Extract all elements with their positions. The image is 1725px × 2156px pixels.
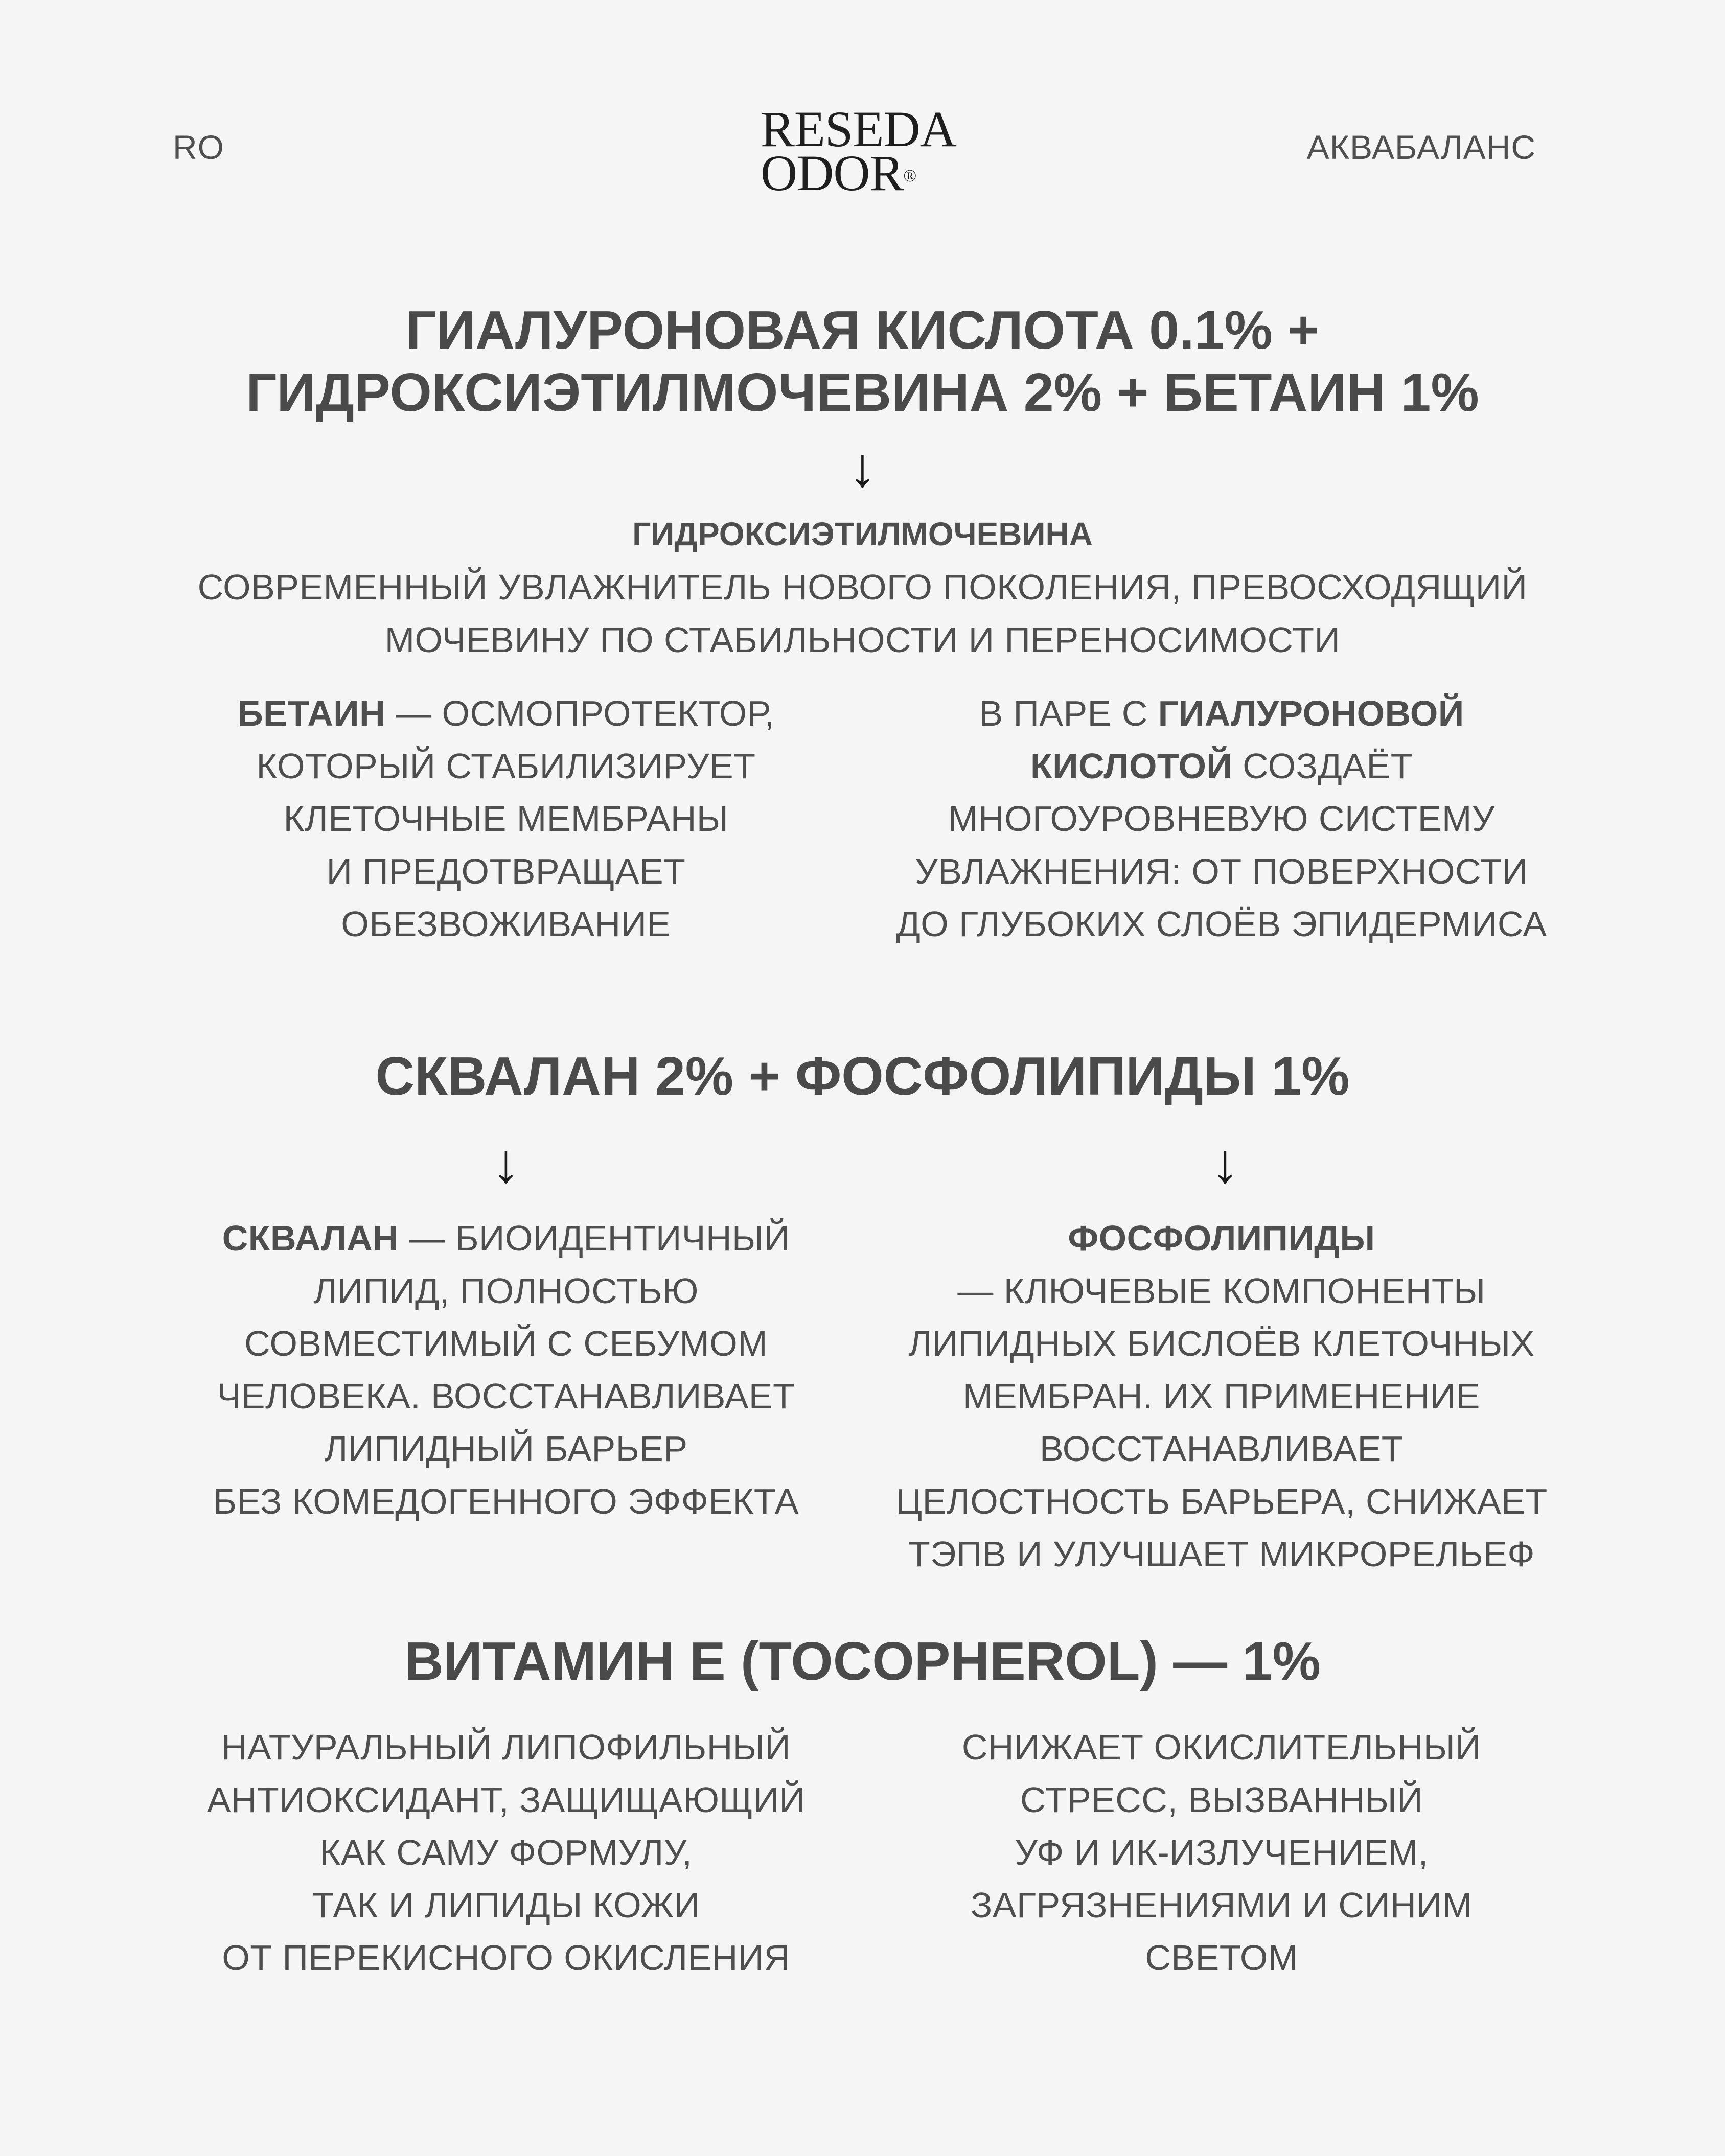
section1-subtitle: ГИДРОКСИЭТИЛМОЧЕВИНА — [632, 516, 1093, 552]
squalane-text: СКВАЛАН — БИОИДЕНТИЧНЫЙ ЛИПИД, ПОЛНОСТЬЮ СОВМЕСТИМЫЙ С СЕБУМОМ ЧЕЛОВЕКА. ВОССТАНАВЛИВАЕТ ЛИПИДНЫЙ БАРЬЕР БЕЗ КОМЕДОГЕННОГО ЭФФЕКТА — [213, 1218, 799, 1521]
hyaluronic-text: В ПАРЕ С ГИАЛУРОНОВОЙ КИСЛОТОЙ СОЗДАЁТ МНОГОУРОВНЕВУЮ СИСТЕМУ УВЛАЖНЕНИЯ: ОТ ПОВЕРХНОСТИ ДО ГЛУБОКИХ СЛОЁВ ЭПИДЕРМИСА — [896, 693, 1547, 944]
arrow-down-icon: ↓ — [848, 436, 877, 499]
section3-title: ВИТАМИН Е (TOCOPHEROL) — 1% — [404, 1631, 1321, 1691]
arrow-down-icon: ↓ — [1211, 1132, 1239, 1195]
product-name: АКВАБАЛАНС — [1306, 128, 1536, 166]
betaine-text: БЕТАИН — ОСМОПРОТЕКТОР, КОТОРЫЙ СТАБИЛИЗИРУЕТ КЛЕТОЧНЫЕ МЕМБРАНЫ И ПРЕДОТВРАЩАЕТ ОБЕЗВОЖИВАНИЕ — [237, 693, 775, 944]
logo-line-1: RESEDA — [761, 101, 956, 157]
vitamin-e-right-text: СНИЖАЕТ ОКИСЛИТЕЛЬНЫЙ СТРЕСС, ВЫЗВАННЫЙ УФ И ИК-ИЗЛУЧЕНИЕМ, ЗАГРЯЗНЕНИЯМИ И СИНИМ СВЕТОМ — [961, 1727, 1482, 1978]
logo-line-2: ODOR® — [761, 145, 916, 201]
vitamin-e-left-text: НАТУРАЛЬНЫЙ ЛИПОФИЛЬНЫЙ АНТИОКСИДАНТ, ЗАЩИЩАЮЩИЙ КАК САМУ ФОРМУЛУ, ТАК И ЛИПИДЫ КОЖИ ОТ ПЕРЕКИСНОГО ОКИСЛЕНИЯ — [206, 1727, 806, 1978]
section1-description: СОВРЕМЕННЫЙ УВЛАЖНИТЕЛЬ НОВОГО ПОКОЛЕНИЯ, ПРЕВОСХОДЯЩИЙ МОЧЕВИНУ ПО СТАБИЛЬНОСТИ И ПЕРЕНОСИМОСТИ — [197, 567, 1528, 660]
language-label: RO — [173, 128, 224, 166]
phospholipids-text: ФОСФОЛИПИДЫ — КЛЮЧЕВЫЕ КОМПОНЕНТЫ ЛИПИДНЫХ БИСЛОЁВ КЛЕТОЧНЫХ МЕМБРАН. ИХ ПРИМЕНЕНИЕ ВОССТАНАВЛИВАЕТ ЦЕЛОСТНОСТЬ БАРЬЕРА, СНИЖАЕТ ТЭПВ И УЛУЧШАЕТ МИКРОРЕЛЬЕФ — [895, 1218, 1548, 1574]
section2-title: СКВАЛАН 2% + ФОСФОЛИПИДЫ 1% — [375, 1046, 1350, 1106]
brand-logo — [761, 101, 965, 201]
registered-mark: ® — [903, 167, 916, 186]
arrow-down-icon: ↓ — [492, 1132, 520, 1195]
section1-title: ГИАЛУРОНОВАЯ КИСЛОТА 0.1% + ГИДРОКСИЭТИЛМОЧЕВИНА 2% + БЕТАИН 1% — [246, 300, 1479, 423]
